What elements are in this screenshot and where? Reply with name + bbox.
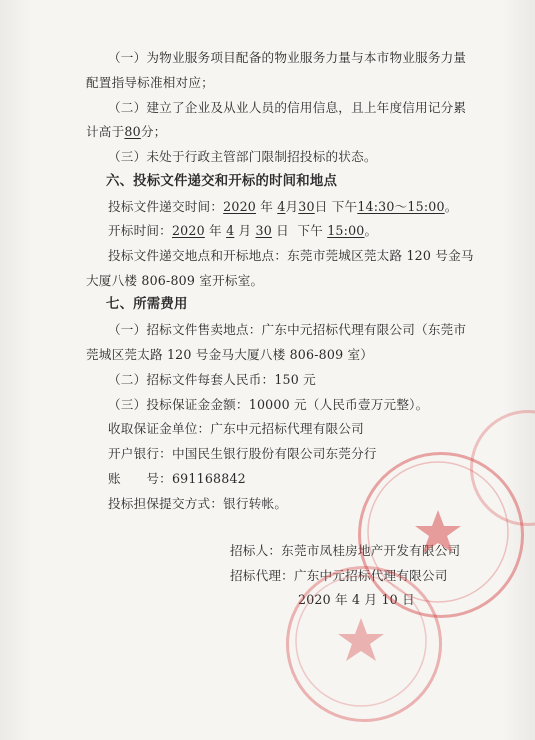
date-line: 2020 年 4 月 10 日 — [298, 592, 415, 607]
fee-1-line-1: （一）招标文件售卖地点：广东中元招标代理有限公司（东莞市 — [108, 322, 467, 337]
opening-year: 2020 — [171, 223, 205, 238]
opening-time-value: 15:00 — [327, 223, 365, 238]
submission-day: 30 — [298, 199, 315, 214]
day-char: 日 — [314, 199, 328, 214]
agent-seal-star-icon — [286, 566, 436, 716]
bank-line: 开户银行：中国民生银行股份有限公司东莞分行 — [108, 446, 377, 461]
credit-score-prefix: 计高于 — [86, 124, 125, 139]
section-6-heading: 六、投标文件递交和开标的时间和地点 — [106, 174, 338, 189]
end-punct: 。 — [444, 199, 458, 214]
month-char: 月 — [285, 199, 299, 214]
para-req-2-line-2 — [86, 124, 166, 140]
year-char: 年 — [260, 199, 274, 214]
fee-3: （三）投标保证金金额：10000 元（人民币壹万元整）。 — [108, 397, 429, 412]
opening-day: 30 — [255, 223, 272, 238]
afternoon-label: 下午 — [297, 223, 323, 238]
submission-time — [108, 199, 458, 215]
credit-score-value: 80 — [124, 124, 141, 139]
place-line-2: 大厦八楼 806-809 室开标室。 — [86, 273, 264, 288]
para-req-3: （三）未处于行政主管部门限制招投标的状态。 — [108, 149, 377, 164]
deposit-unit: 收取保证金单位：广东中元招标代理有限公司 — [108, 421, 364, 436]
para-req-1-line-1: （一）为物业服务项目配备的物业服务力量与本市物业服务力量 — [108, 50, 467, 65]
end-punct: 。 — [364, 223, 378, 238]
afternoon-label: 下午 — [331, 199, 358, 214]
submission-time-label: 投标文件递交时间： — [108, 199, 224, 214]
opening-month: 4 — [226, 223, 235, 238]
opening-time-label: 开标时间： — [108, 223, 172, 238]
section-7-heading: 七、所需费用 — [106, 297, 188, 312]
fee-2: （二）招标文件每套人民币：150 元 — [108, 372, 316, 387]
para-req-1-line-2: 配置指导标准相对应； — [86, 75, 214, 90]
agent-line: 招标代理：广东中元招标代理有限公司 — [230, 568, 448, 583]
guarantee-line: 投标担保提交方式：银行转帐。 — [108, 496, 288, 511]
submission-month: 4 — [277, 199, 286, 214]
place-line-1: 投标文件递交地点和开标地点：东莞市莞城区莞太路 120 号金马 — [108, 248, 474, 263]
account-line: 账 号：691168842 — [108, 471, 246, 486]
month-char: 月 — [238, 223, 252, 238]
day-char: 日 — [276, 223, 289, 238]
tenderer-line: 招标人：东莞市凤桂房地产开发有限公司 — [230, 543, 461, 558]
fee-1-line-2: 莞城区莞太路 120 号金马大厦八楼 806-809 室） — [86, 347, 374, 362]
opening-time — [108, 223, 377, 239]
submission-time-range: 14:30～15:00 — [357, 199, 445, 214]
submission-year: 2020 — [223, 199, 257, 214]
agent-seal — [286, 566, 442, 722]
year-char: 年 — [209, 223, 222, 238]
para-req-2-line-1: （二）建立了企业及从业人员的信用信息，且上年度信用记分累 — [108, 100, 467, 115]
credit-score-suffix: 分； — [140, 124, 167, 139]
